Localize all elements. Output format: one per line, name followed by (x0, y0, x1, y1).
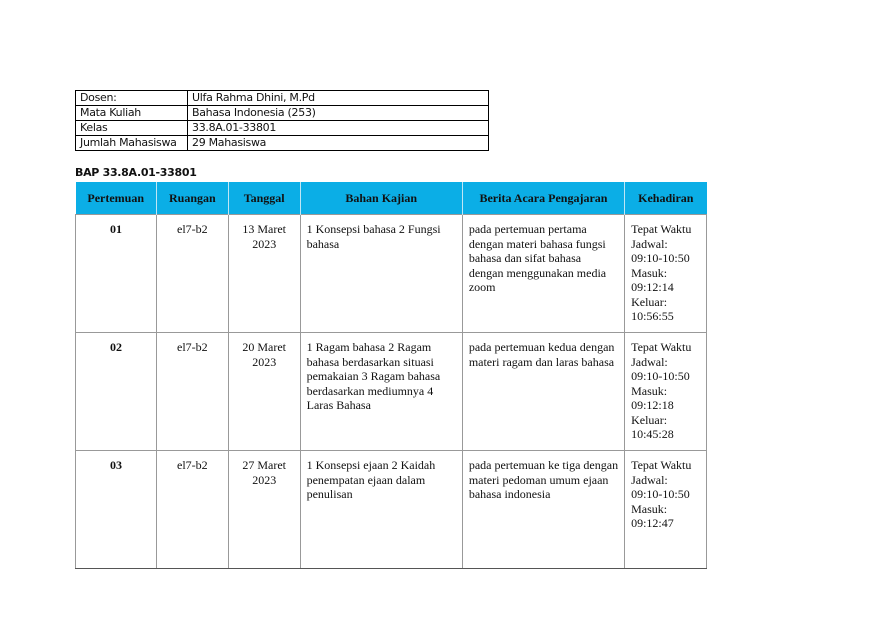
info-label: Kelas (76, 121, 188, 136)
masuk-text: Masuk: 09:12:18 (631, 383, 674, 412)
bahan-kajian-cell: 1 Ragam bahasa 2 Ragam bahasa berdasarkan situasi pemakaian 3 Ragam bahasa berdasarkan mediumnya 4 Laras Bahasa (300, 333, 462, 451)
course-info-table (75, 90, 489, 151)
info-row-dosen (76, 91, 489, 106)
status-text: Tepat Waktu (631, 222, 692, 236)
ruangan-cell: el7-b2 (156, 215, 228, 333)
info-value: Bahasa Indonesia (253) (188, 106, 489, 121)
info-value: 33.8A.01-33801 (188, 121, 489, 136)
bahan-kajian-cell: 1 Konsepsi bahasa 2 Fungsi bahasa (300, 215, 462, 333)
berita-acara-cell: pada pertemuan pertama dengan materi bahasa fungsi bahasa dan sifat bahasa dengan menggunakan media zoom (462, 215, 624, 333)
header-kehadiran: Kehadiran (625, 182, 707, 215)
bahan-kajian-cell: 1 Konsepsi ejaan 2 Kaidah penempatan ejaan dalam penulisan (300, 451, 462, 569)
pertemuan-cell: 01 (76, 215, 157, 333)
tanggal-cell: 20 Maret 2023 (228, 333, 300, 451)
info-value: Ulfa Rahma Dhini, M.Pd (188, 91, 489, 106)
kehadiran-cell (625, 451, 707, 569)
masuk-text: Masuk: 09:12:47 (631, 501, 674, 530)
info-value: 29 Mahasiswa (188, 136, 489, 151)
keluar-text: Keluar: 10:56:55 (631, 294, 674, 323)
header-tanggal: Tanggal (228, 182, 300, 215)
keluar-text: Keluar: 10:45:28 (631, 412, 674, 441)
ruangan-cell: el7-b2 (156, 451, 228, 569)
tanggal-cell: 27 Maret 2023 (228, 451, 300, 569)
table-row (76, 333, 707, 451)
kehadiran-cell (625, 215, 707, 333)
pertemuan-cell: 02 (76, 333, 157, 451)
berita-acara-cell: pada pertemuan ke tiga dengan materi pedoman umum ejaan bahasa indonesia (462, 451, 624, 569)
header-ruangan: Ruangan (156, 182, 228, 215)
table-row (76, 215, 707, 333)
berita-acara-cell: pada pertemuan kedua dengan materi ragam dan laras bahasa (462, 333, 624, 451)
tanggal-cell: 13 Maret 2023 (228, 215, 300, 333)
info-row-jumlah (76, 136, 489, 151)
jadwal-text: Jadwal: 09:10-10:50 (631, 236, 690, 265)
ruangan-cell: el7-b2 (156, 333, 228, 451)
bap-table (75, 182, 707, 569)
bap-heading: BAP 33.8A.01-33801 (75, 166, 197, 179)
info-label: Dosen: (76, 91, 188, 106)
header-bahan-kajian: Bahan Kajian (300, 182, 462, 215)
status-text: Tepat Waktu (631, 340, 692, 354)
header-berita-acara: Berita Acara Pengajaran (462, 182, 624, 215)
info-label: Jumlah Mahasiswa (76, 136, 188, 151)
masuk-text: Masuk: 09:12:14 (631, 265, 674, 294)
table-row (76, 451, 707, 569)
jadwal-text: Jadwal: 09:10-10:50 (631, 472, 690, 501)
info-row-mata-kuliah (76, 106, 489, 121)
info-row-kelas (76, 121, 489, 136)
kehadiran-cell (625, 333, 707, 451)
header-pertemuan: Pertemuan (76, 182, 157, 215)
pertemuan-cell: 03 (76, 451, 157, 569)
status-text: Tepat Waktu (631, 458, 692, 472)
bap-header-row (76, 182, 707, 215)
info-label: Mata Kuliah (76, 106, 188, 121)
jadwal-text: Jadwal: 09:10-10:50 (631, 354, 690, 383)
